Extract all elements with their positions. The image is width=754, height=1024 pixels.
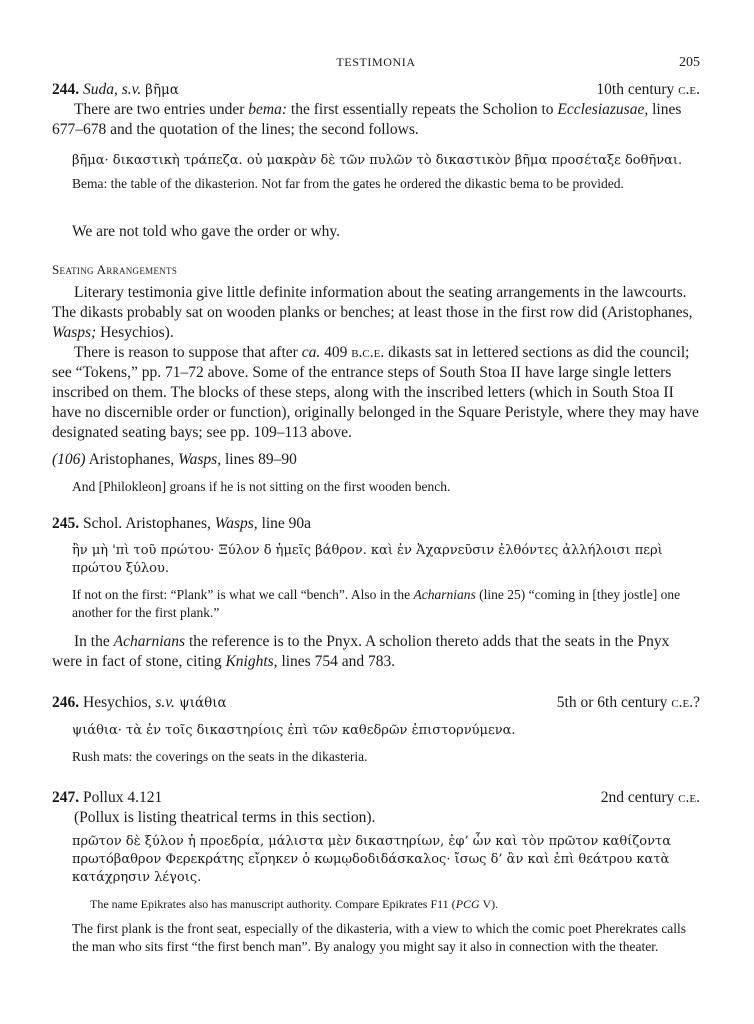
- entry-244-heading: [52, 80, 700, 100]
- entry-date: 10th century c.e.: [596, 81, 700, 98]
- entry-date: 5th or 6th century c.e.?: [556, 694, 700, 711]
- entry-247-translation: The first plank is the front seat, especially of the dikasteria, with a view to which the comic poet Pherekrates calls the man who sits first “the first bench man”. By analogy you might say it also in connection with the theater.: [72, 921, 687, 954]
- entry-244-paragraph: There are two entries under bema: the first essentially repeats the Scholion to Ecclesiazusae, lines 677–678 and the quotation of the lines; the second follows.: [52, 101, 682, 138]
- book-page: [52, 0, 700, 1024]
- entry-number: 245.: [52, 515, 80, 532]
- entry-246-greek: ψιάθια· τὰ ἐν τοῖς δικαστηρίοις ἐπὶ τῶν καθεδρῶν ἐπιστορνύμενα.: [72, 723, 516, 738]
- entry-number: 244.: [52, 81, 80, 98]
- entry-245-after: In the Acharnians the reference is to the Pnyx. A scholion thereto adds that the seats in the Pnyx were in fact of stone, citing Knights, lines 754 and 783.: [52, 633, 670, 670]
- entry-number: 247.: [52, 789, 80, 806]
- entry-245-translation: If not on the first: “Plank” is what we call “bench”. Also in the Acharnians (line 25) “coming in [they jostle] one another for the first plank.”: [72, 587, 681, 620]
- page-number: 205: [679, 55, 700, 70]
- entry-247-greek: πρῶτον δὲ ξύλον ἡ προεδρία, μάλιστα μὲν δικαστηρίων, ἐφ’ ὧν καὶ τὸν πρῶτον καθίζοντα πρωτόβαθρον Φερεκράτης εἴρηκεν ὁ κωμῳδοδιδάσκαλος· ἴσως δ’ ἂν καὶ ἐπὶ θεάτρου κατὰ κατάχρησιν λέγοις.: [72, 834, 671, 885]
- source-word: βῆμα: [145, 82, 179, 98]
- seating-text: [52, 283, 700, 443]
- entry-244: [52, 80, 700, 140]
- source-name: Suda,: [83, 81, 118, 98]
- running-header: TESTIMONIA: [336, 55, 416, 69]
- section-heading: Seating Arrangements: [52, 262, 178, 277]
- entry-247-heading: 247. Pollux 4.121 2nd century c.e. (Pollux is listing theatrical terms in this section).: [52, 789, 700, 826]
- entry-245-greek: ἢν μὴ 'πὶ τοῦ πρώτου· Ξύλον δ ἡμεῖς βάθρον. καὶ ἐν Ἀχαρνεῦσιν ἐλθόντες ἀλλήλοισι περὶ πρώτου ξύλου.: [72, 543, 663, 576]
- entry-number: 246.: [52, 694, 80, 711]
- entry-number: (106): [52, 451, 86, 468]
- source-sv: s.v.: [121, 81, 142, 98]
- entry-245-heading: 245. Schol. Aristophanes, Wasps, line 90a: [52, 515, 312, 532]
- entry-246-heading: 246. Hesychios, s.v. ψιάθια 5th or 6th century c.e.?: [52, 694, 700, 711]
- seating-paragraph-2: There is reason to suppose that after ca. 409 b.c.e. dikasts sat in lettered sections as did the council; see “Tokens,” pp. 71–72 above. Some of the entrance steps of South Stoa II have large single letters inscribed on them. The blocks of these steps, along with the inscribed letters (which in South Stoa II have no discernible order or function), originally belonged in the Square Peristyle, where they may have designated seating bays; see pp. 109–113 above.: [52, 344, 699, 441]
- entry-244-greek: βῆμα· δικαστικὴ τράπεζα. οὐ μακρὰν δὲ τῶν πυλῶν τὸ δικαστικὸν βῆμα προσέταξε δοθῆναι.: [72, 153, 683, 168]
- entry-106-heading: (106) Aristophanes, Wasps, lines 89–90: [52, 451, 297, 468]
- entry-244-translation: Bema: the table of the dikasterion. Not far from the gates he ordered the dikastic bema to be provided.: [72, 176, 624, 191]
- entry-date: 2nd century c.e.: [600, 789, 700, 806]
- seating-paragraph-1: Literary testimonia give little definite information about the seating arrangements in the lawcourts. The dikasts probably sat on wooden planks or benches; at least those in the first row did (Aristophanes, Wasps; Hesychios).: [52, 284, 693, 341]
- entry-246-translation: Rush mats: the coverings on the seats in the dikasteria.: [72, 749, 368, 764]
- entry-247-note: The name Epikrates also has manuscript authority. Compare Epikrates F11 (PCG V).: [90, 897, 499, 911]
- entry-247-intro: (Pollux is listing theatrical terms in this section).: [74, 809, 376, 826]
- entry-244-after: We are not told who gave the order or why.: [72, 223, 341, 240]
- entry-106-quote: And [Philokleon] groans if he is not sitting on the first wooden bench.: [72, 479, 451, 494]
